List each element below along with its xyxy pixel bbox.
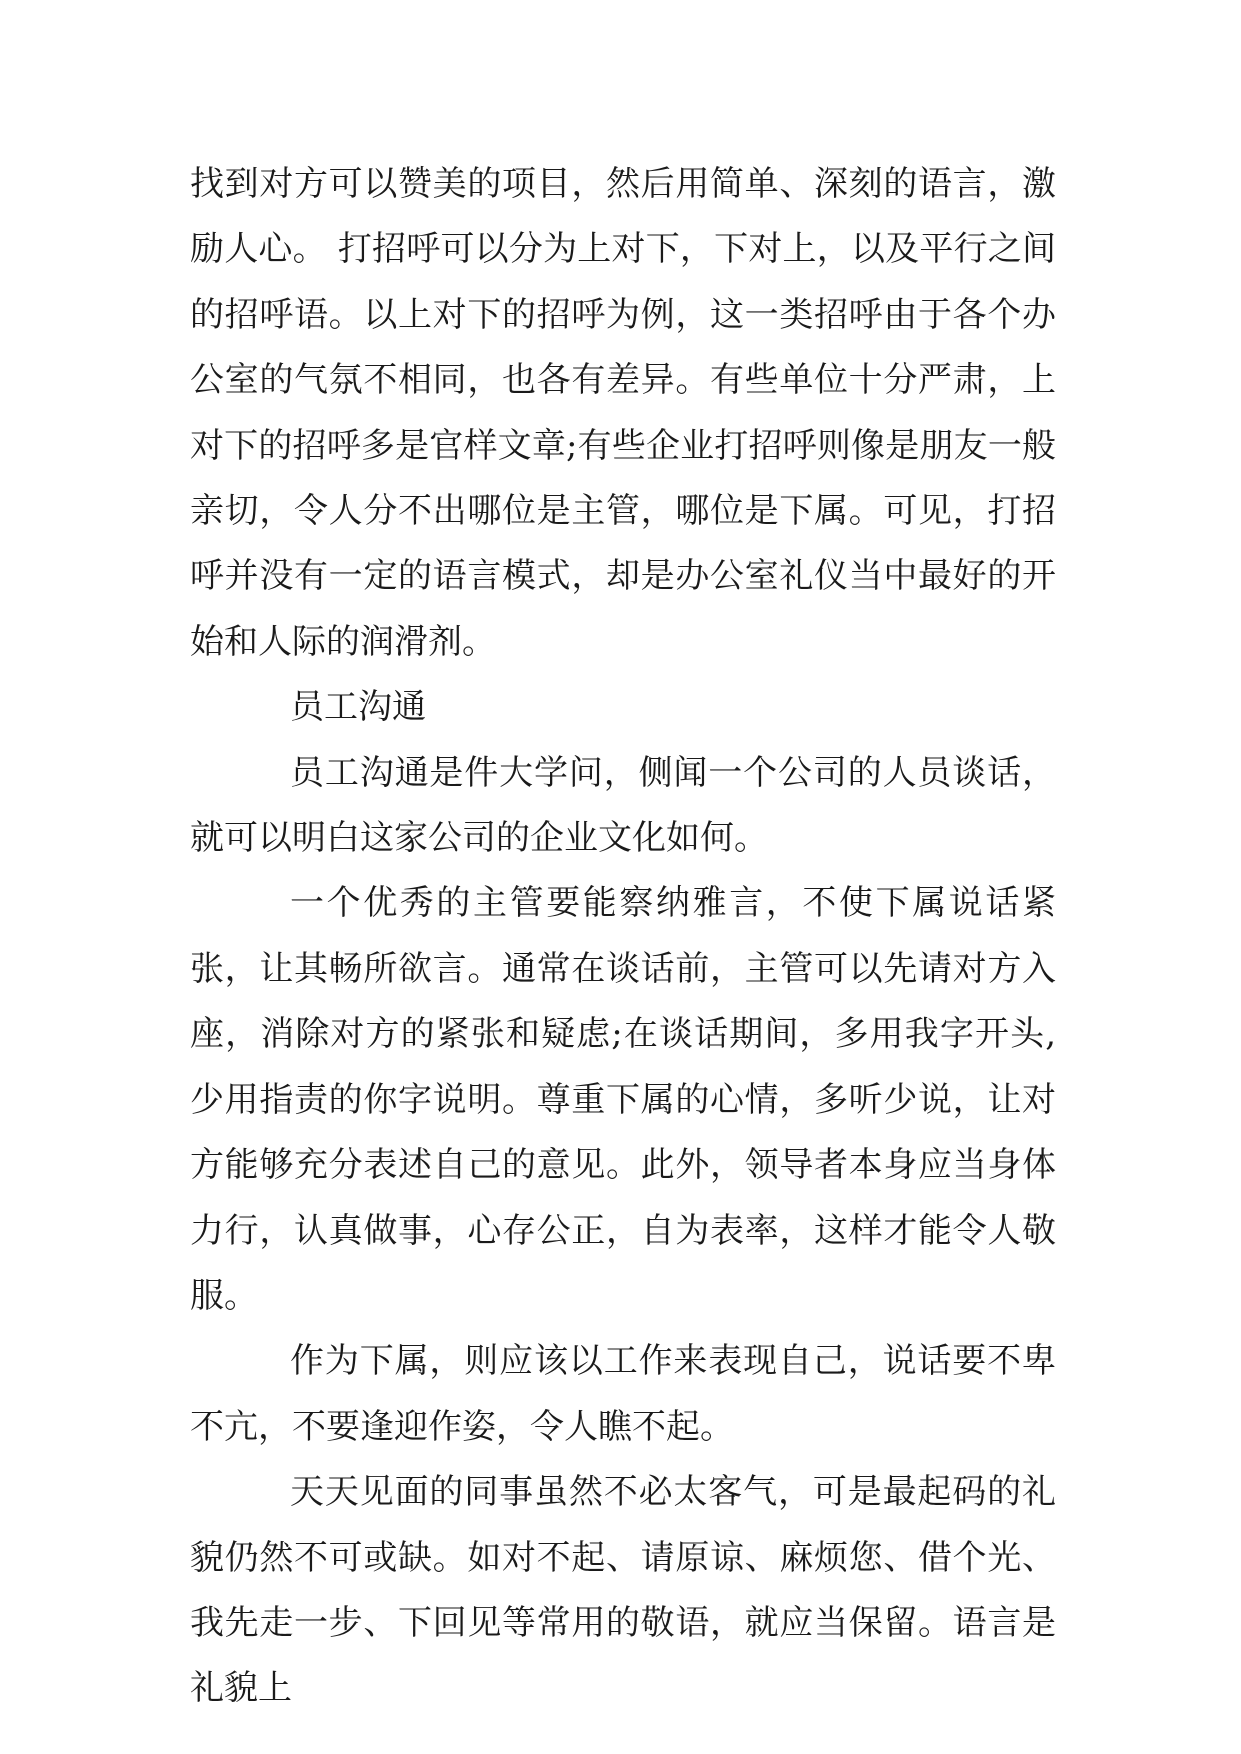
section-heading-employee-communication: 员工沟通 [290, 687, 426, 728]
paragraph-communication-intro: 员工沟通是件大学问，侧闻一个公司的人员谈话，就可以明白这家公司的企业文化如何。 [190, 752, 1056, 859]
document-body [190, 152, 1056, 1722]
paragraph-colleague-courtesy: 天天见面的同事虽然不必太客气，可是最起码的礼貌仍然不可或缺。如对不起、请原谅、麻烦您、借个光、我先走一步、下回见等常用的敬语，就应当保留。语言是礼貌上 [190, 1472, 1056, 1709]
paragraph-subordinate-advice: 作为下属，则应该以工作来表现自己，说话要不卑不亢，不要逢迎作姿，令人瞧不起。 [190, 1341, 1056, 1447]
paragraph-supervisor-advice: 一个优秀的主管要能察纳雅言，不使下属说话紧张，让其畅所欲言。通常在谈话前，主管可以先请对方入座，消除对方的紧张和疑虑;在谈话期间，多用我字开头, 少用指责的你字说明。尊重下属的心情，多听少说，让对方能够充分表述自己的意见。此外，领导者本身应当身体力行，认真做事，心存公正，自为表率，这样才能令人敬服。 [190, 883, 1056, 1316]
paragraph-greeting-continued: 找到对方可以赞美的项目，然后用简单、深刻的语言，激励人心。 打招呼可以分为上对下，下对上，以及平行之间的招呼语。以上对下的招呼为例，这一类招呼由于各个办公室的气氛不相同，也各有差异。有些单位十分严肃，上对下的招呼多是官样文章;有些企业打招呼则像是朋友一般亲切，令人分不出哪位是主管，哪位是下属。可见，打招呼并没有一定的语言模式，却是办公室礼仪当中最好的开始和人际的润滑剂。 [190, 164, 1056, 662]
